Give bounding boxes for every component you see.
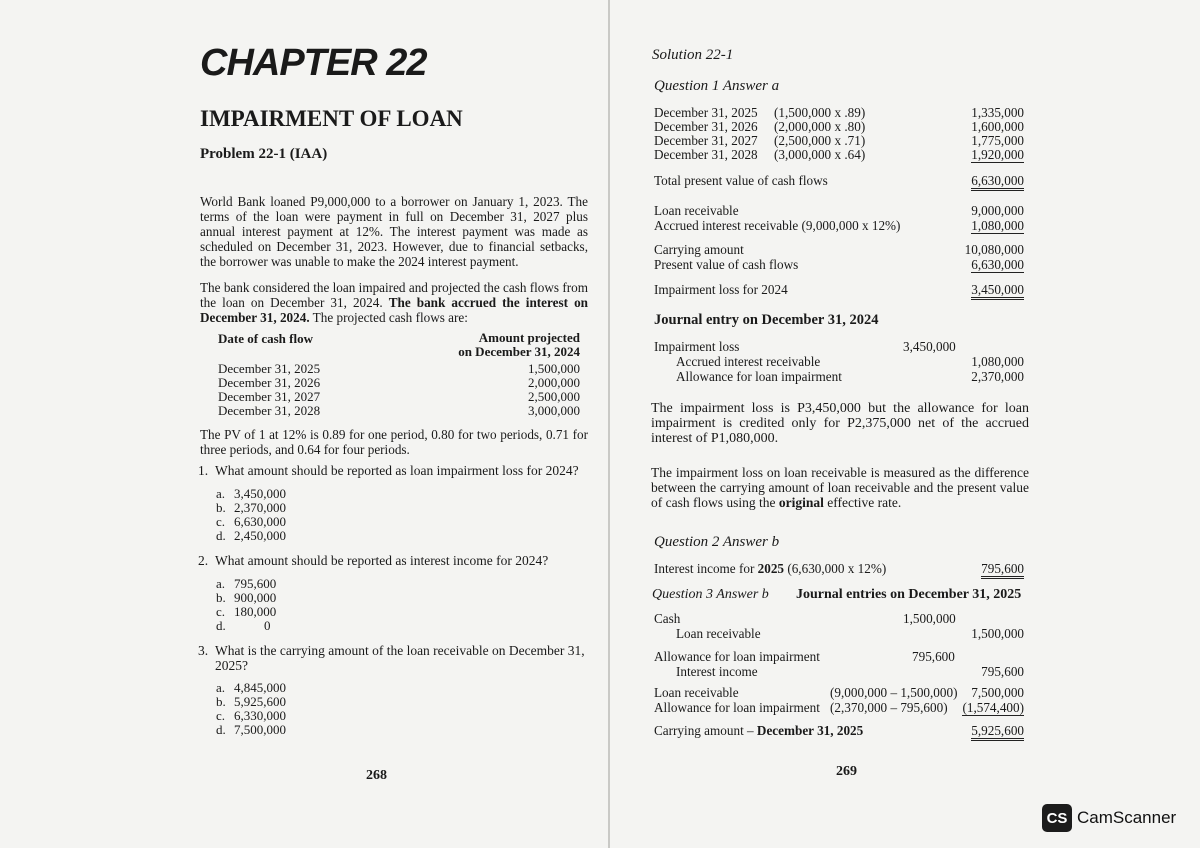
interest-label-bold: 2025	[757, 561, 785, 576]
total-pv-amount: 6,630,000	[971, 174, 1024, 191]
pv-row	[654, 106, 1024, 120]
interest-label-end: (6,630,000 x 12%)	[784, 561, 887, 576]
answer-option	[216, 695, 286, 709]
carrying-amount-value: 10,080,000	[964, 242, 1024, 257]
q2-heading: Question 2 Answer b	[654, 534, 780, 550]
q1-heading: Question 1 Answer a	[654, 78, 780, 94]
je-credit-amount: 2,370,000	[971, 369, 1024, 384]
final-carrying-bold: December 31, 2025	[756, 723, 864, 738]
je-debit-row	[654, 340, 1024, 354]
pv-date: December 31, 2027	[654, 133, 758, 148]
final-row	[654, 701, 1024, 715]
amount-header-line-2: on December 31, 2024	[458, 344, 580, 359]
pv-row	[654, 134, 1024, 148]
option-letter: a.	[216, 680, 226, 695]
cash-flow-amount-header	[430, 331, 580, 359]
impairment-loss-label: Impairment loss for 2024	[654, 282, 788, 297]
answer-option	[216, 591, 276, 605]
amount-header-line-1: Amount projected	[478, 330, 580, 345]
option-value: 5,925,600	[234, 694, 286, 709]
accrued-interest-row	[654, 219, 1024, 233]
explanation-paragraph-2	[651, 465, 1029, 510]
camscanner-logo-icon: CS	[1042, 804, 1072, 832]
answer-option	[216, 619, 271, 633]
option-value: 2,450,000	[234, 528, 286, 543]
loan-receivable-label: Loan receivable	[654, 203, 739, 218]
answer-option	[216, 501, 286, 515]
page-number-right: 269	[836, 764, 857, 779]
answer-option	[216, 723, 286, 737]
je2-debit-amount: 795,600	[912, 649, 955, 664]
accrued-interest-label: Accrued interest receivable (9,000,000 x 12%)	[654, 218, 901, 233]
explain2-bold: original	[778, 495, 824, 510]
question-number: 3.	[198, 643, 209, 658]
carrying-amount-label: Carrying amount	[654, 242, 744, 257]
question-number: 2.	[198, 553, 209, 568]
question-text: What is the carrying amount of the loan receivable on December 31, 2025?	[215, 643, 585, 673]
question-text: What amount should be reported as loan impairment loss for 2024?	[215, 463, 579, 478]
cash-flow-row	[218, 404, 580, 418]
q3-journal-heading: Journal entries on December 31, 2025	[796, 587, 1022, 602]
camscanner-text: CamScanner	[1077, 808, 1177, 827]
option-letter: d.	[216, 722, 226, 737]
option-letter: b.	[216, 590, 226, 605]
final-amount: (1,574,400)	[962, 700, 1024, 715]
pv-amount: 1,775,000	[971, 133, 1024, 148]
pv-row	[654, 148, 1024, 162]
para2-end: The projected cash flows are:	[309, 310, 468, 325]
final-amount: 7,500,000	[971, 685, 1024, 700]
pv-cash-flows-label: Present value of cash flows	[654, 257, 799, 272]
para2-bold: The bank accrued the interest on December 31, 2024.	[200, 295, 588, 325]
option-letter: a.	[216, 576, 226, 591]
cash-flow-row	[218, 390, 580, 404]
problem-label: Problem 22-1 (IAA)	[200, 146, 328, 162]
je2-credit-amount: 1,500,000	[971, 626, 1024, 641]
option-value: 0	[264, 618, 271, 633]
loan-receivable-amount: 9,000,000	[971, 203, 1024, 218]
option-letter: b.	[216, 694, 226, 709]
pv-date: December 31, 2028	[654, 147, 758, 162]
explain2-end: effective rate.	[823, 495, 902, 510]
option-value: 4,845,000	[234, 680, 286, 695]
cash-flow-amount: 1,500,000	[528, 361, 580, 376]
je2-credit-label: Interest income	[676, 664, 758, 679]
cash-flow-row	[218, 362, 580, 376]
answer-option	[216, 681, 286, 695]
interest-income-label	[654, 562, 886, 576]
option-letter: c.	[216, 604, 226, 619]
answer-option	[216, 709, 286, 723]
cash-flow-date-header: Date of cash flow	[218, 331, 313, 346]
option-value: 6,330,000	[234, 708, 286, 723]
je2-credit-amount: 795,600	[981, 664, 1024, 679]
je-debit-amount: 3,450,000	[903, 339, 956, 354]
final-carrying-label	[654, 724, 863, 738]
option-value: 6,630,000	[234, 514, 286, 529]
pv-note: The PV of 1 at 12% is 0.89 for one period, 0.80 for two periods, 0.71 for three periods, and 0.64 for four periods.	[200, 427, 588, 457]
je2-credit-row	[654, 665, 1024, 679]
je2-debit-row	[654, 612, 1024, 626]
pv-amount: 1,920,000	[971, 147, 1024, 162]
pv-date: December 31, 2026	[654, 119, 758, 134]
je2-debit-label: Allowance for loan impairment	[654, 649, 820, 664]
total-pv-label: Total present value of cash flows	[654, 173, 828, 188]
pv-calc: (1,500,000 x .89)	[774, 105, 866, 120]
impairment-loss-amount: 3,450,000	[971, 283, 1024, 300]
pv-calc: (2,000,000 x .80)	[774, 119, 866, 134]
final-label: Loan receivable	[654, 685, 739, 700]
final-calc: (2,370,000 – 795,600)	[830, 700, 948, 715]
pv-date: December 31, 2025	[654, 105, 758, 120]
cash-flow-amount: 2,000,000	[528, 375, 580, 390]
interest-income-amount: 795,600	[981, 562, 1024, 579]
answer-option	[216, 529, 286, 543]
je-credit-row	[654, 370, 1024, 384]
je-credit-row	[654, 355, 1024, 369]
explanation-paragraph-1: The impairment loss is P3,450,000 but the allowance for loan impairment is credited only for P2,375,000 net of the accrued interest of P1,080,000.	[651, 401, 1029, 446]
chapter-subtitle: IMPAIRMENT OF LOAN	[200, 106, 463, 131]
option-value: 795,600	[234, 576, 277, 591]
option-letter: c.	[216, 708, 226, 723]
book-spine	[608, 0, 610, 848]
final-row	[654, 686, 1024, 700]
interest-label-start: Interest income for	[654, 561, 758, 576]
option-value: 900,000	[234, 590, 277, 605]
je2-credit-label: Loan receivable	[676, 626, 761, 641]
pv-calc: (3,000,000 x .64)	[774, 147, 866, 162]
je2-debit-amount: 1,500,000	[903, 611, 956, 626]
final-carrying-amount: 5,925,600	[971, 724, 1024, 741]
final-carrying-start: Carrying amount –	[654, 723, 757, 738]
chapter-title: CHAPTER 22	[200, 42, 427, 84]
problem-paragraph-1: World Bank loaned P9,000,000 to a borrower on January 1, 2023. The terms of the loan were payment in full on December 31, 2027 plus annual interest payment at 12%. The interest payment was made as scheduled on December 31, 2023. However, due to financial setbacks, the borrower was unable to make the 2024 interest payment.	[200, 194, 588, 269]
page-number-left: 268	[366, 768, 387, 783]
pv-amount: 1,600,000	[971, 119, 1024, 134]
je2-credit-row	[654, 627, 1024, 641]
option-letter: d.	[216, 618, 226, 633]
je-credit-label: Accrued interest receivable	[676, 354, 821, 369]
answer-option	[216, 515, 286, 529]
je2-debit-row	[654, 650, 1024, 664]
final-carrying-row	[654, 724, 1024, 738]
pv-cash-flows-amount: 6,630,000	[971, 257, 1024, 272]
option-letter: d.	[216, 528, 226, 543]
cash-flow-amount: 3,000,000	[528, 403, 580, 418]
cash-flow-date: December 31, 2025	[218, 361, 321, 376]
option-value: 3,450,000	[234, 486, 286, 501]
final-calc: (9,000,000 – 1,500,000)	[830, 685, 958, 700]
cash-flow-amount: 2,500,000	[528, 389, 580, 404]
answer-option	[216, 605, 276, 619]
final-label: Allowance for loan impairment	[654, 700, 820, 715]
option-value: 180,000	[234, 604, 277, 619]
problem-paragraph-2	[200, 280, 588, 325]
option-letter: a.	[216, 486, 226, 501]
option-value: 2,370,000	[234, 500, 286, 515]
carrying-amount-row	[654, 243, 1024, 257]
pv-calc: (2,500,000 x .71)	[774, 133, 866, 148]
journal-entry-heading: Journal entry on December 31, 2024	[654, 312, 879, 328]
je-credit-label: Allowance for loan impairment	[676, 369, 842, 384]
je-credit-amount: 1,080,000	[971, 354, 1024, 369]
loan-receivable-row	[654, 204, 1024, 218]
para2-start: The bank considered the loan impaired and projected the cash flows from the loan on December 31, 2024.	[200, 280, 588, 310]
impairment-loss-row	[654, 283, 1024, 297]
answer-option	[216, 487, 286, 501]
option-letter: c.	[216, 514, 226, 529]
pv-amount: 1,335,000	[971, 105, 1024, 120]
question-text: What amount should be reported as interest income for 2024?	[215, 553, 549, 568]
question-number: 1.	[198, 463, 209, 478]
pv-cash-flows-row	[654, 258, 1024, 272]
solution-title: Solution 22-1	[652, 47, 734, 63]
cash-flow-date: December 31, 2027	[218, 389, 321, 404]
answer-option	[216, 577, 276, 591]
pv-row	[654, 120, 1024, 134]
je2-debit-label: Cash	[654, 611, 681, 626]
cash-flow-date: December 31, 2028	[218, 403, 321, 418]
explain2-start: The impairment loss on loan receivable is measured as the difference between the carrying amount of loan receivable and the present value of cash flows using the	[651, 465, 1029, 510]
accrued-interest-amount: 1,080,000	[971, 218, 1024, 233]
cash-flow-date: December 31, 2026	[218, 375, 321, 390]
camscanner-watermark	[1042, 804, 1176, 832]
total-pv-row	[654, 174, 1024, 188]
interest-income-row	[654, 562, 1024, 576]
cash-flow-row	[218, 376, 580, 390]
q3-heading: Question 3 Answer b	[652, 587, 769, 602]
option-letter: b.	[216, 500, 226, 515]
option-value: 7,500,000	[234, 722, 286, 737]
je-debit-label: Impairment loss	[654, 339, 740, 354]
